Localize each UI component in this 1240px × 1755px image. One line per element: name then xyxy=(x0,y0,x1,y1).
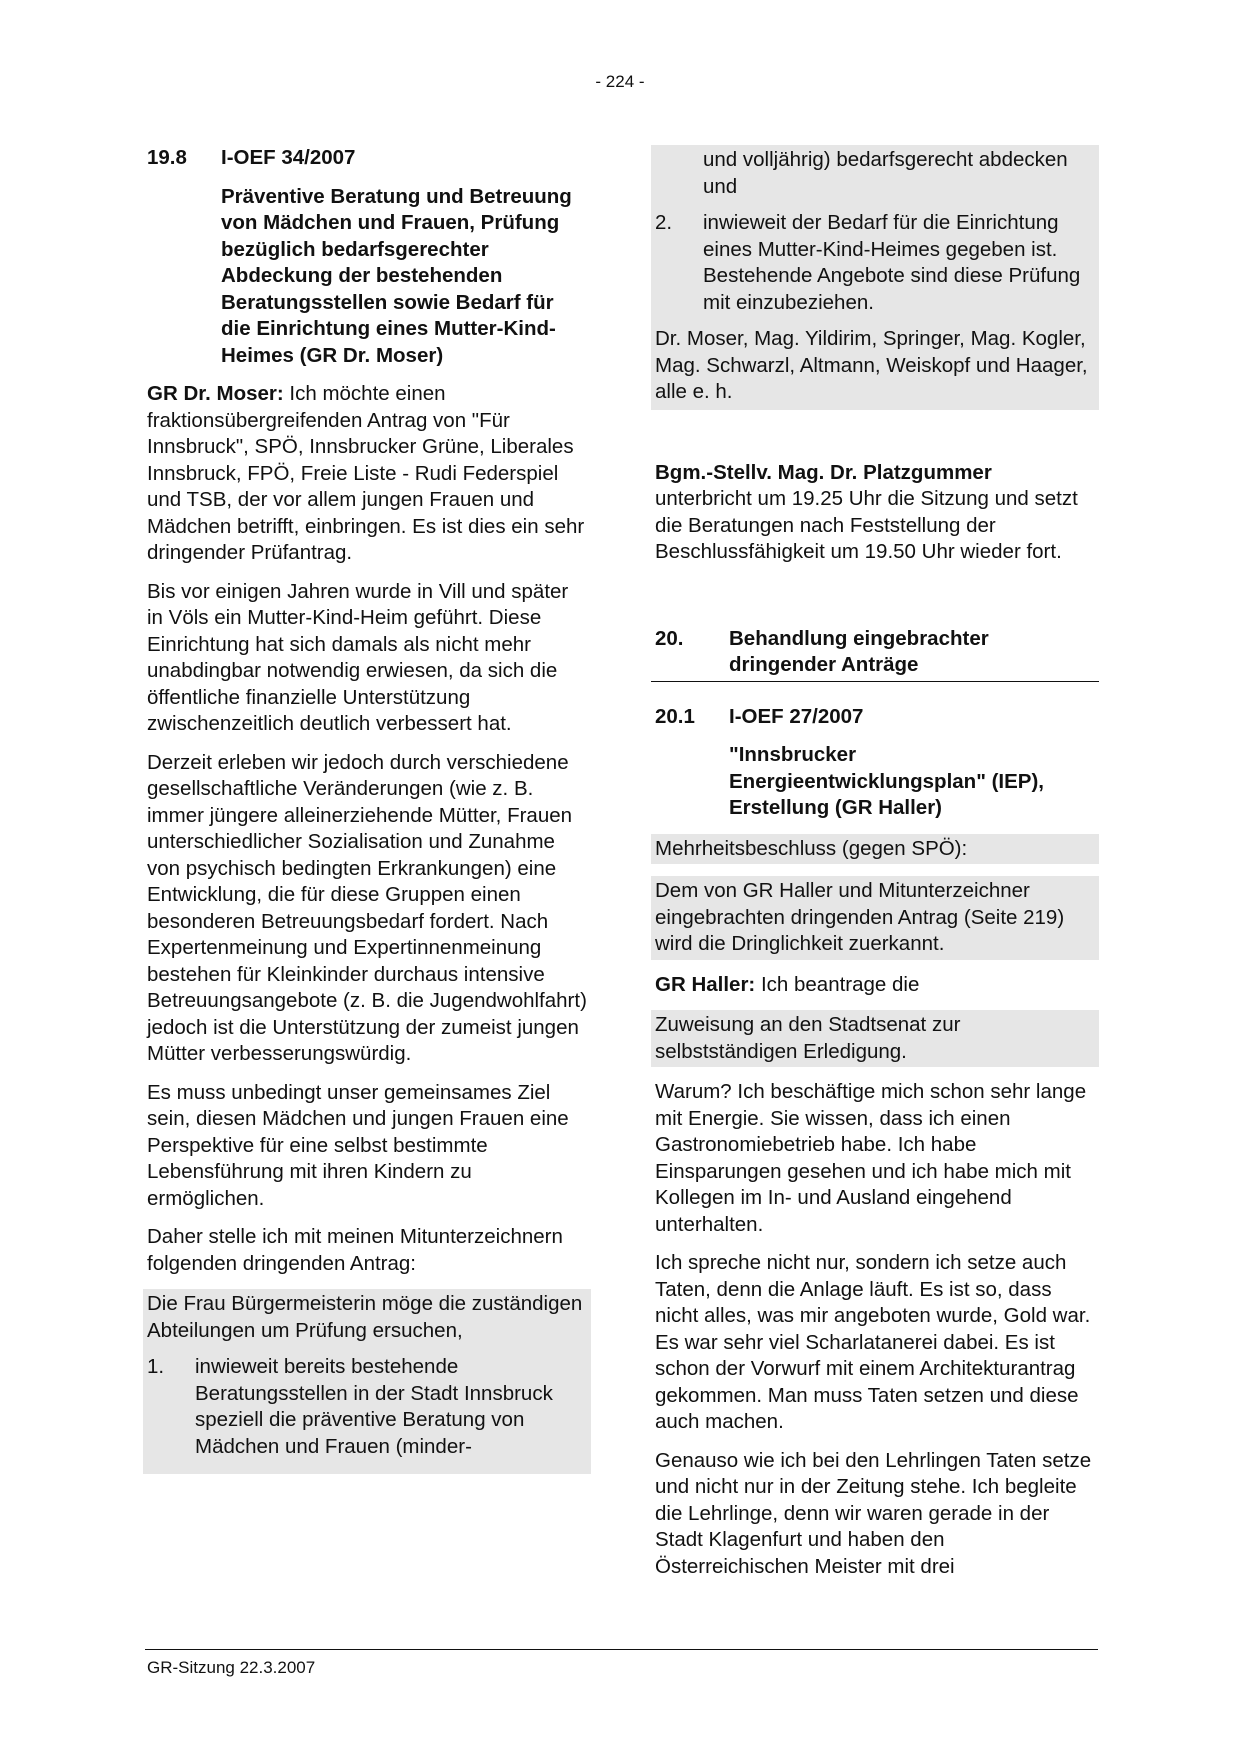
section-number: 19.8 xyxy=(147,146,187,169)
section-number: 20.1 xyxy=(655,704,695,728)
section-19-8-heading xyxy=(147,145,587,172)
speech-paragraph xyxy=(655,972,1095,999)
page-number: - 224 - xyxy=(595,72,645,91)
section-title: Behandlung eingebrachter dringender Anträge xyxy=(729,626,989,676)
body-paragraph: Es muss unbedingt unser gemeinsames Ziel sein, diesen Mädchen und jungen Frauen eine Perspektive für eine selbst bestimmte Lebensführung mit ihren Kindern zu ermöglichen. xyxy=(147,1080,569,1210)
speech-paragraph xyxy=(147,381,587,567)
section-id: I-OEF 34/2007 xyxy=(221,146,356,169)
item-text: inwieweit der Bedarf für die Einrichtung eines Mutter-Kind-Heimes gegeben ist. Bestehende Angebote sind diese Prüfung mit einzubeziehen. xyxy=(703,211,1081,314)
speaker-name: GR Dr. Moser: xyxy=(147,382,284,405)
recess-note xyxy=(655,460,1095,566)
recess-text: unterbricht um 19.25 Uhr die Sitzung und setzt die Beratungen nach Feststellung der Beschlussfähigkeit um 19.50 Uhr wieder fort. xyxy=(655,487,1078,563)
motion-box xyxy=(143,1289,591,1474)
right-column xyxy=(655,145,1095,1592)
resolution-text: Dem von GR Haller und Mitunterzeichner eingebrachten dringenden Antrag (Seite 219) wird die Dringlichkeit zuerkannt. xyxy=(651,876,1099,960)
body-paragraph: Derzeit erleben wir jedoch durch verschiedene gesellschaftliche Veränderungen (wie z. B. immer jüngere alleinerziehende Mütter, Frauen unterschiedlicher Sozialisation und Zunahme von psychisch bedingten Erkrankungen) eine Entwicklung, die für diese Gruppen einen besonderen Betreuungsbedarf fordert. Nach Expertenmeinung und Expertinnenmeinung bestehen für Kleinkinder durchaus intensive Betreuungsangebote (z. B. die Jugendwohlfahrt) jedoch ist die Unterstützung der zumeist jungen Mütter verbesserungswürdig. xyxy=(147,750,587,1065)
body-paragraph: Ich spreche nicht nur, sondern ich setze auch Taten, denn die Anlage läuft. Es ist so, dass nicht alles, was mir angeboten wurde, Gold war. Es war sehr viel Scharlatanerei dabei. Es ist schon der Vorwurf mit einem Architekturantrag gekommen. Man muss Taten setzen und diese auch machen. xyxy=(655,1251,1091,1433)
motion-item-1 xyxy=(147,1354,587,1460)
item-1-continued: und volljährig) bedarfsgerecht abdecken und xyxy=(703,148,1068,198)
section-title: Präventive Beratung und Betreuung von Mädchen und Frauen, Prüfung bezüglich bedarfsgerechter Abdeckung der bestehenden Beratungsstellen sowie Bedarf für die Einrichtung eines Mutter-Kind-Heimes (GR Dr. Moser) xyxy=(221,184,572,367)
footer-divider xyxy=(145,1649,1098,1650)
section-20-heading xyxy=(651,626,1099,682)
assignment-text: Zuweisung an den Stadtsenat zur selbstständigen Erledigung. xyxy=(651,1010,1099,1067)
body-paragraph: Warum? Ich beschäftige mich schon sehr lange mit Energie. Sie wissen, dass ich einen Gastronomiebetrieb habe. Ich habe Einsparungen gesehen und ich habe mich mit Kollegen im In- und Ausland eingehend unterhalten. xyxy=(655,1080,1087,1236)
section-title: "Innsbrucker Energieentwicklungsplan" (IEP), Erstellung (GR Haller) xyxy=(729,743,1044,819)
motion-box-continued xyxy=(651,145,1099,410)
body-paragraph: Bis vor einigen Jahren wurde in Vill und später in Völs ein Mutter-Kind-Heim geführt. Diese Einrichtung hat sich damals als nicht mehr unabdingbar notwendig erwiesen, da sich die öffentliche finanzielle Unterstützung zwischenzeitlich deutlich verbessert hat. xyxy=(147,579,569,735)
speaker-name: GR Haller: xyxy=(655,972,756,996)
footer-session-date: GR-Sitzung 22.3.2007 xyxy=(147,1658,316,1677)
section-id: I-OEF 27/2007 xyxy=(729,704,864,728)
section-20-1-heading xyxy=(655,704,1095,731)
motion-item-2 xyxy=(655,210,1095,316)
body-paragraph: Daher stelle ich mit meinen Mitunterzeichnern folgenden dringenden Antrag: xyxy=(147,1225,563,1275)
body-paragraph: Genauso wie ich bei den Lehrlingen Taten setze und nicht nur in der Zeitung stehe. Ich begleite die Lehrlinge, denn wir waren gerade in der Stadt Klagenfurt und haben den Österreichischen Meister mit drei xyxy=(655,1448,1092,1578)
item-number: 2. xyxy=(655,211,673,234)
vote-result: Mehrheitsbeschluss (gegen SPÖ): xyxy=(651,834,1099,865)
item-number: 1. xyxy=(147,1355,165,1378)
left-column xyxy=(147,145,587,1486)
recess-name: Bgm.-Stellv. Mag. Dr. Platzgummer xyxy=(655,460,992,484)
signers: Dr. Moser, Mag. Yildirim, Springer, Mag. Kogler, Mag. Schwarzl, Altmann, Weiskopf und Haager, alle e. h. xyxy=(655,327,1088,403)
speech-text: Ich beantrage die xyxy=(760,972,920,996)
motion-intro: Die Frau Bürgermeisterin möge die zuständigen Abteilungen um Prüfung ersuchen, xyxy=(147,1292,583,1342)
section-number: 20. xyxy=(655,626,684,650)
speech-text: Ich möchte einen fraktionsübergreifenden Antrag von "Für Innsbruck", SPÖ, Innsbrucker Grüne, Liberales Innsbruck, FPÖ, Freie Liste - Rudi Federspiel und TSB, der vor allem jungen Frauen und Mädchen betrifft, einbringen. Es ist dies ein sehr dringender Prüfantrag. xyxy=(147,382,585,564)
item-text: inwieweit bereits bestehende Beratungsstellen in der Stadt Innsbruck speziell die präventive Beratung von Mädchen und Frauen (minder- xyxy=(195,1355,553,1458)
